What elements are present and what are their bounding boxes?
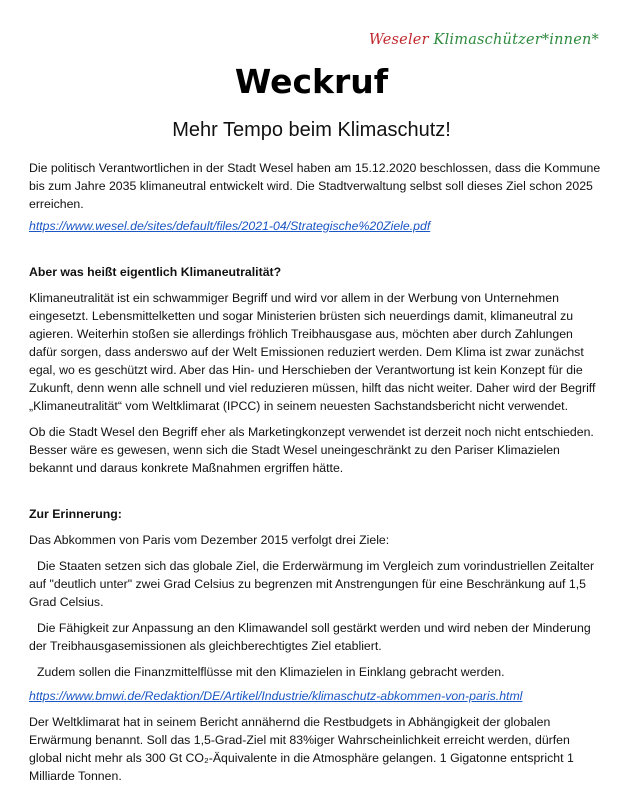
paragraph-klimaneutralitaet: Klimaneutralität ist ein schwammiger Begriff und wird vor allem in der Werbung von Unternehmen eingesetzt. Lebensmittelketten und sogar Ministerien brüsten sich neuerdings damit, klimaneutral zu agieren. Weiterhin stoßen sie allerdings fröhlich Treibhausgase aus, möchten aber durch Zahlungen dafür sorgen, dass anderswo auf der Welt Emissionen reduziert werden. Dem Klima ist zwar zunächst egal, wo es geschützt wird. Aber das Hin- und Herschieben der Verantwortung ist kein Konzept für die Zukunft, denn wenn alle schnell und viel reduzieren müssen, hilft das nicht weiter. Daher wird der Begriff „Klimaneutralität“ vom Weltklimarat (IPCC) in seinem neuesten Sachstandsbericht nicht verwendet. (29, 291, 596, 413)
page-subtitle: Mehr Tempo beim Klimaschutz! (172, 119, 451, 141)
goal-item-2: Die Fähigkeit zur Anpassung an den Klimawandel soll gestärkt werden und wird neben der Minderung der Treibhausgasemissionen als gleichberechtigtes Ziel etabliert. (29, 621, 591, 653)
paragraph-abkommen-paris: Das Abkommen von Paris vom Dezember 2015 verfolgt drei Ziele: (29, 533, 390, 547)
goal-item-3: Zudem sollen die Finanzmittelflüsse mit den Klimazielen in Einklang gebracht werden. (37, 665, 505, 679)
intro-paragraph: Die politisch Verantwortlichen in der Stadt Wesel haben am 15.12.2020 beschlossen, dass die Kommune bis zum Jahre 2035 klimaneutral entwickelt wird. Die Stadtverwaltung selbst soll dieses Ziel schon 2025 erreichen. (29, 161, 601, 211)
goal-item-1: Die Staaten setzen sich das globale Ziel, die Erderwärmung im Vergleich zum vorindustriellen Zeitalter auf "deutlich unter" zwei Grad Celsius zu begrenzen mit Anstrengungen für eine Beschränkung auf 1,5 Grad Celsius. (29, 559, 595, 609)
heading-klimaneutralitaet: Aber was heißt eigentlich Klimaneutralität? (29, 265, 282, 279)
strategy-pdf-link[interactable]: https://www.wesel.de/sites/default/files/2021-04/Strategische%20Ziele.pdf (29, 219, 431, 233)
document-body (29, 159, 603, 785)
brand-logo-text (369, 32, 599, 48)
paragraph-stadt-wesel: Ob die Stadt Wesel den Begriff eher als Marketingkonzept verwendet ist derzeit noch nicht entschieden. Besser wäre es gewesen, wenn sich die Stadt Wesel uneingeschränkt zu den Pariser Klimazielen bekannt und daraus konkrete Maßnahmen ergriffen hätte. (29, 425, 594, 475)
brand-part-weseler: Weseler (368, 32, 429, 48)
bmwi-paris-link[interactable]: https://www.bmwi.de/Redaktion/DE/Artikel/Industrie/klimaschutz-abkommen-von-paris.html (29, 689, 523, 703)
brand-part-klimaschuetzer: Klimaschützer*innen* (433, 32, 599, 48)
page-title: Weckruf (234, 62, 389, 101)
heading-erinnerung: Zur Erinnerung: (29, 507, 122, 521)
paragraph-restbudget: Der Weltklimarat hat in seinem Bericht annähernd die Restbudgets in Abhängigkeit der globalen Erwärmung benannt. Soll das 1,5-Grad-Ziel mit 83%iger Wahrscheinlichkeit erreicht werden, dürfen global nicht mehr als 300 Gt CO₂-Äquivalente in die Atmosphäre gelangen. 1 Gigatonne entspricht 1 Milliarde Tonnen. (29, 715, 574, 783)
